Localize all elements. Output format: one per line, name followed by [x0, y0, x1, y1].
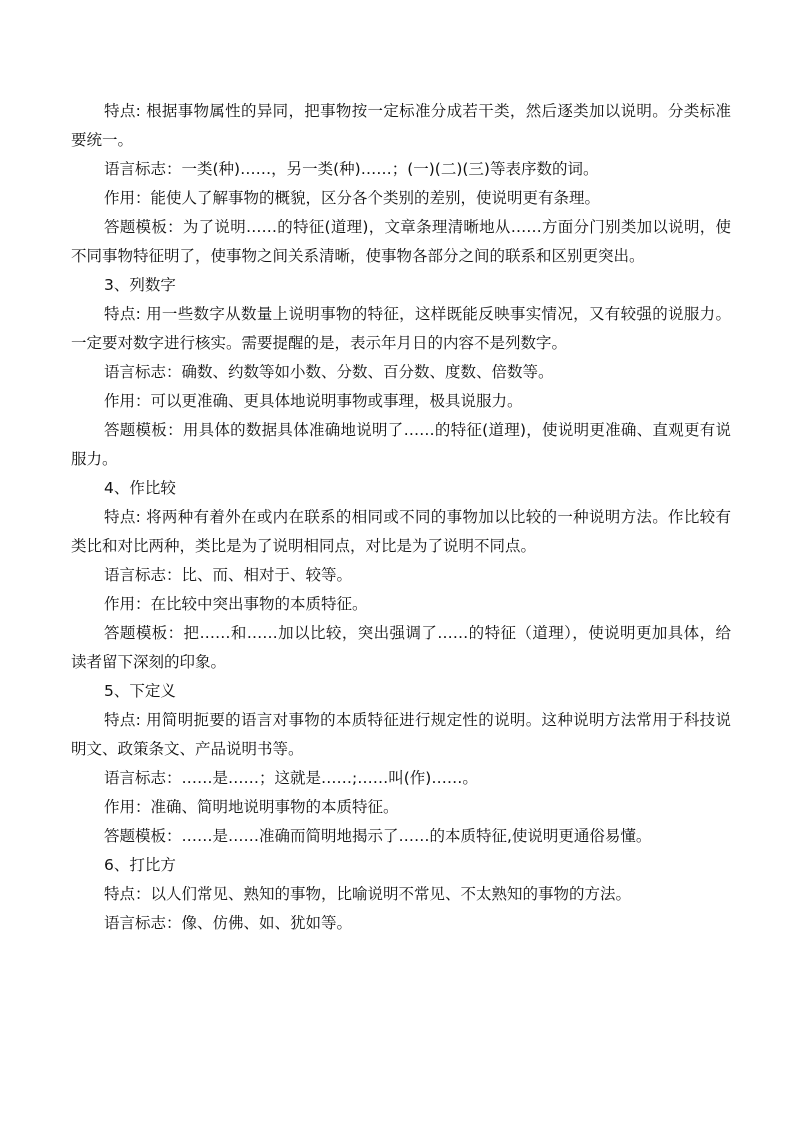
section-heading-numbers: 3、列数字	[104, 276, 176, 294]
paragraph-classification-markers: 语言标志：一类(种)……，另一类(种)……；(一)(二)(三)等表序数的词。	[104, 160, 599, 178]
paragraph-definition-template: 答题模板：……是……准确而简明地揭示了……的本质特征,使说明更通俗易懂。	[104, 827, 652, 845]
paragraph-comparison-feature: 特点: 将两种有着外在或内在联系的相同或不同的事物加以比较的一种说明方法。作比较有类比和对比两种，类比是为了说明相同点，对比是为了说明不同点。	[71, 508, 731, 555]
paragraph-analogy-markers: 语言标志：像、仿佛、如、犹如等。	[104, 914, 353, 932]
paragraph-classification-feature: 特点: 根据事物属性的异同，把事物按一定标准分成若干类，然后逐类加以说明。分类标准要统一。	[71, 102, 731, 149]
paragraph-numbers-template: 答题模板：用具体的数据具体准确地说明了……的特征(道理)，使说明更准确、直观更有说服力。	[71, 421, 731, 468]
paragraph-numbers-markers: 语言标志：确数、约数等如小数、分数、百分数、度数、倍数等。	[104, 363, 554, 381]
paragraph-classification-template: 答题模板：为了说明……的特征(道理)，文章条理清晰地从……方面分门别类加以说明，使不同事物特征明了，使事物之间关系清晰，使事物各部分之间的联系和区别更突出。	[71, 218, 731, 265]
section-heading-analogy: 6、打比方	[104, 856, 176, 874]
section-heading-comparison: 4、作比较	[104, 479, 176, 497]
paragraph-numbers-effect: 作用：可以更准确、更具体地说明事物或事理，极具说服力。	[104, 392, 523, 410]
document-body	[71, 97, 731, 938]
section-heading-definition: 5、下定义	[104, 682, 176, 700]
paragraph-definition-markers: 语言标志：……是……；这就是……;……叫(作)……。	[104, 769, 478, 787]
paragraph-comparison-template: 答题模板：把……和……加以比较，突出强调了……的特征（道理），使说明更加具体，给读者留下深刻的印象。	[71, 624, 731, 671]
paragraph-definition-feature: 特点: 用简明扼要的语言对事物的本质特征进行规定性的说明。这种说明方法常用于科技说明文、政策条文、产品说明书等。	[71, 711, 731, 758]
paragraph-comparison-effect: 作用：在比较中突出事物的本质特征。	[104, 595, 368, 613]
paragraph-classification-effect: 作用：能使人了解事物的概貌，区分各个类别的差别，使说明更有条理。	[104, 189, 601, 207]
paragraph-analogy-feature: 特点：以人们常见、熟知的事物，比喻说明不常见、不太熟知的事物的方法。	[104, 885, 632, 903]
paragraph-numbers-feature: 特点: 用一些数字从数量上说明事物的特征，这样既能反映事实情况，又有较强的说服力。一定要对数字进行核实。需要提醒的是，表示年月日的内容不是列数字。	[71, 305, 731, 352]
paragraph-definition-effect: 作用：准确、简明地说明事物的本质特征。	[104, 798, 399, 816]
paragraph-comparison-markers: 语言标志：比、而、相对于、较等。	[104, 566, 353, 584]
